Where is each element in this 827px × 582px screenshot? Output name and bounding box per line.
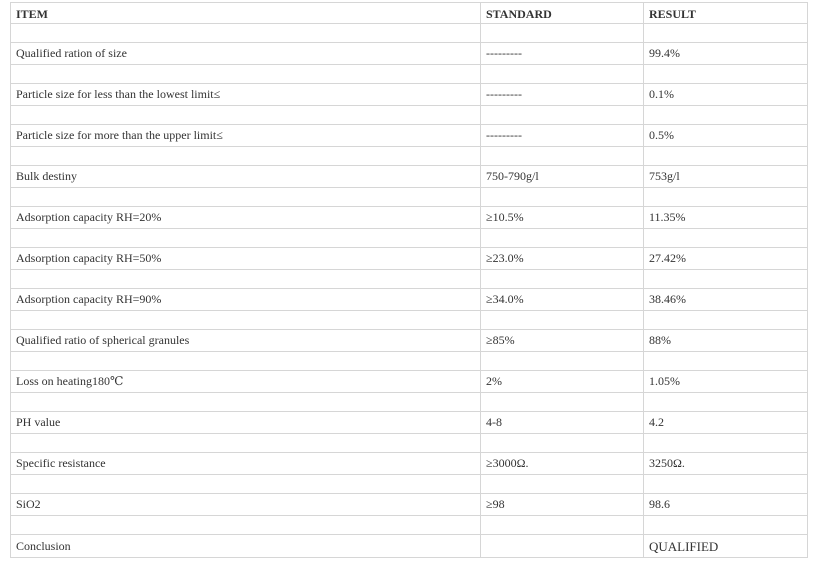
header-result: RESULT — [644, 3, 808, 24]
item-cell: Adsorption capacity RH=90% — [11, 289, 481, 311]
spacer-cell — [644, 516, 808, 535]
spacer-cell — [11, 393, 481, 412]
result-cell: 1.05% — [644, 371, 808, 393]
spacer-row — [11, 434, 808, 453]
spacer-cell — [11, 24, 481, 43]
spacer-cell — [11, 147, 481, 166]
spacer-cell — [11, 516, 481, 535]
spacer-cell — [11, 434, 481, 453]
header-row — [11, 3, 808, 24]
spacer-row — [11, 311, 808, 330]
spacer-cell — [644, 352, 808, 371]
result-cell: 88% — [644, 330, 808, 352]
item-cell: Qualified ration of size — [11, 43, 481, 65]
spacer-cell — [11, 188, 481, 207]
spacer-cell — [481, 65, 644, 84]
item-cell: Particle size for more than the upper limit≤ — [11, 125, 481, 147]
item-cell: Bulk destiny — [11, 166, 481, 188]
result-cell: 0.1% — [644, 84, 808, 106]
table-row — [11, 494, 808, 516]
item-cell: Specific resistance — [11, 453, 481, 475]
item-cell: SiO2 — [11, 494, 481, 516]
spacer-row — [11, 270, 808, 289]
spacer-row — [11, 188, 808, 207]
spacer-cell — [11, 475, 481, 494]
spacer-row — [11, 106, 808, 125]
spacer-cell — [11, 65, 481, 84]
spacer-row — [11, 65, 808, 84]
spacer-cell — [481, 352, 644, 371]
table-row — [11, 207, 808, 229]
table-row — [11, 453, 808, 475]
standard-cell: 750-790g/l — [481, 166, 644, 188]
spacer-row — [11, 475, 808, 494]
result-cell: 3250Ω. — [644, 453, 808, 475]
standard-cell: 2% — [481, 371, 644, 393]
spacer-cell — [644, 65, 808, 84]
item-cell: Particle size for less than the lowest limit≤ — [11, 84, 481, 106]
spacer-cell — [644, 106, 808, 125]
table-row — [11, 84, 808, 106]
result-cell: QUALIFIED — [644, 535, 808, 558]
spacer-cell — [644, 434, 808, 453]
spacer-cell — [481, 516, 644, 535]
item-cell: Adsorption capacity RH=20% — [11, 207, 481, 229]
spacer-cell — [644, 393, 808, 412]
table-row — [11, 166, 808, 188]
spacer-cell — [481, 475, 644, 494]
spacer-cell — [481, 106, 644, 125]
spacer-cell — [481, 270, 644, 289]
spacer-cell — [481, 311, 644, 330]
result-cell: 0.5% — [644, 125, 808, 147]
table-row — [11, 43, 808, 65]
table-row — [11, 248, 808, 270]
spacer-cell — [644, 188, 808, 207]
header-item: ITEM — [11, 3, 481, 24]
spacer-row — [11, 393, 808, 412]
spacer-cell — [481, 229, 644, 248]
spacer-cell — [644, 147, 808, 166]
standard-cell: ≥23.0% — [481, 248, 644, 270]
spacer-cell — [644, 24, 808, 43]
table-row — [11, 371, 808, 393]
spacer-row — [11, 24, 808, 43]
standard-cell: ≥3000Ω. — [481, 453, 644, 475]
spacer-cell — [644, 270, 808, 289]
standard-cell: 4-8 — [481, 412, 644, 434]
result-cell: 11.35% — [644, 207, 808, 229]
spacer-cell — [644, 311, 808, 330]
spacer-cell — [481, 434, 644, 453]
standard-cell: --------- — [481, 125, 644, 147]
table-row — [11, 125, 808, 147]
spacer-row — [11, 147, 808, 166]
spacer-cell — [644, 475, 808, 494]
result-cell: 99.4% — [644, 43, 808, 65]
table-row — [11, 289, 808, 311]
standard-cell: ≥10.5% — [481, 207, 644, 229]
item-cell: Loss on heating180℃ — [11, 371, 481, 393]
result-cell: 38.46% — [644, 289, 808, 311]
spacer-cell — [644, 229, 808, 248]
spacer-cell — [11, 229, 481, 248]
spacer-cell — [11, 106, 481, 125]
result-cell: 753g/l — [644, 166, 808, 188]
standard-cell: ≥34.0% — [481, 289, 644, 311]
item-cell: Adsorption capacity RH=50% — [11, 248, 481, 270]
item-cell: PH value — [11, 412, 481, 434]
standard-cell: ≥85% — [481, 330, 644, 352]
table-row — [11, 412, 808, 434]
standard-cell — [481, 535, 644, 558]
table-row — [11, 330, 808, 352]
spacer-cell — [481, 147, 644, 166]
spacer-cell — [481, 393, 644, 412]
standard-cell: --------- — [481, 84, 644, 106]
header-standard: STANDARD — [481, 3, 644, 24]
spacer-cell — [481, 24, 644, 43]
standard-cell: --------- — [481, 43, 644, 65]
spacer-row — [11, 352, 808, 371]
standard-cell: ≥98 — [481, 494, 644, 516]
item-cell: Qualified ratio of spherical granules — [11, 330, 481, 352]
result-cell: 4.2 — [644, 412, 808, 434]
result-cell: 27.42% — [644, 248, 808, 270]
spacer-cell — [481, 188, 644, 207]
result-cell: 98.6 — [644, 494, 808, 516]
spacer-cell — [11, 352, 481, 371]
spacer-cell — [11, 311, 481, 330]
spacer-row — [11, 229, 808, 248]
spacer-row — [11, 516, 808, 535]
table-row — [11, 535, 808, 558]
item-cell: Conclusion — [11, 535, 481, 558]
specification-table — [10, 2, 808, 558]
spacer-cell — [11, 270, 481, 289]
